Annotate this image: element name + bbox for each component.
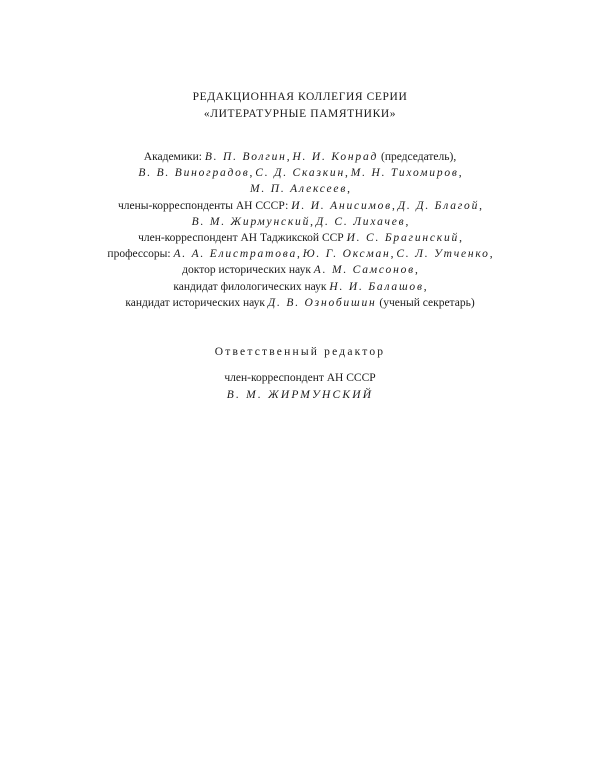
board-member-name: Н. И. Конрад (292, 151, 379, 163)
board-line-corresponding-members (0, 198, 600, 214)
board-member-note: (председатель), (378, 151, 457, 163)
responsible-editor-name: В. М. ЖИРМУНСКИЙ (226, 389, 374, 401)
board-member-name: В. М. Жирмунский (191, 215, 311, 228)
board-member-name: А. М. Самсонов (313, 264, 415, 277)
board-member-name: Ю. Г. Оксман (302, 248, 391, 261)
board-role-label: член-корреспондент АН Таджикской ССР (138, 231, 347, 244)
separator: , (310, 215, 316, 228)
editorial-board-list (0, 149, 600, 311)
board-role-label: кандидат исторических наук (125, 296, 268, 309)
board-member-name: М. П. Алексеев (250, 183, 348, 196)
board-line-professors (0, 246, 600, 262)
separator: , (249, 167, 256, 180)
board-member-name: С. Д. Сказкин (255, 167, 345, 180)
board-role-label: члены-корреспонденты АН СССР: (117, 199, 292, 212)
separator: , (423, 280, 427, 293)
board-line-tajik-member (0, 230, 600, 246)
board-role-label: кандидат филологических наук (173, 280, 330, 293)
separator: , (345, 167, 351, 180)
board-member-name: Д. В. Ознобишин (267, 296, 377, 309)
series-board-heading: РЕДАКЦИОННАЯ КОЛЛЕГИЯ СЕРИИ (192, 91, 408, 103)
board-member-name: М. Н. Тихомиров (350, 167, 459, 180)
responsible-editor-rank: член-корреспондент АН СССР (224, 372, 376, 384)
separator: , (390, 248, 397, 261)
board-member-name: Д. Д. Благой (397, 199, 480, 212)
separator: , (347, 183, 350, 196)
separator: , (391, 199, 398, 212)
board-member-name: Д. С. Лихачев (315, 215, 406, 228)
board-member-name: А. А. Елистратова (173, 248, 298, 261)
board-member-name: И. И. Анисимов (291, 199, 392, 212)
board-line-academicians-3 (0, 181, 600, 197)
board-member-name: С. Л. Утченко (396, 248, 490, 261)
board-member-name: Н. И. Балашов (329, 280, 424, 293)
separator: , (479, 199, 483, 212)
board-line-academicians-2 (0, 165, 600, 181)
separator: , (459, 231, 462, 244)
separator: , (297, 248, 303, 261)
board-role-label: доктор исторических наук (182, 264, 314, 277)
board-line-candidate-philology (0, 279, 600, 295)
board-line-corresponding-members-2 (0, 214, 600, 230)
separator: , (458, 167, 462, 180)
board-line-candidate-history (0, 295, 600, 311)
separator: , (405, 215, 409, 228)
series-name-heading: «ЛИТЕРАТУРНЫЕ ПАМЯТНИКИ» (203, 108, 397, 120)
board-member-name: В. П. Волгин (204, 151, 287, 163)
board-member-note: (ученый секретарь) (376, 296, 475, 309)
board-line-doctor (0, 262, 600, 278)
board-member-name: В. В. Виноградов (138, 167, 250, 180)
separator: , (489, 248, 493, 261)
responsible-editor-title: Ответственный редактор (214, 346, 386, 358)
board-line-academicians (0, 149, 600, 165)
separator: , (414, 264, 418, 277)
board-member-name: И. С. Брагинский (346, 231, 460, 244)
board-role-label: профессоры: (107, 248, 174, 261)
separator: , (286, 151, 293, 163)
board-role-label: Академики: (143, 151, 205, 163)
